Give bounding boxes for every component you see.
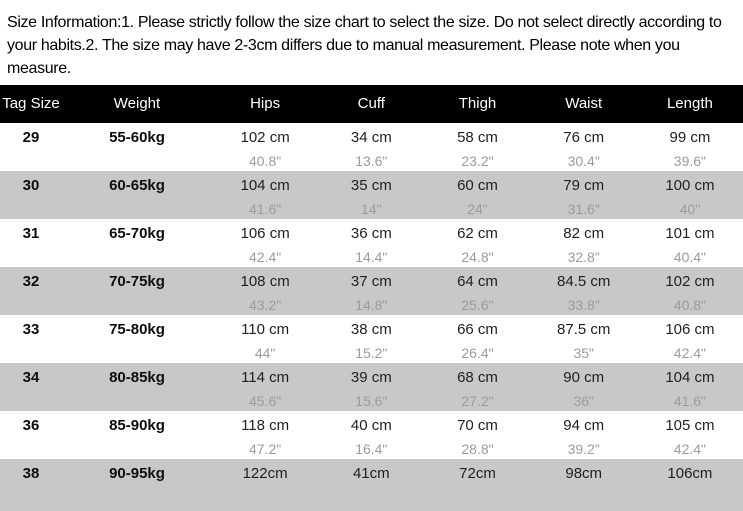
thigh-value (424, 459, 530, 511)
hips-inch-value (212, 486, 318, 489)
length-value (637, 219, 743, 267)
length-value (637, 267, 743, 315)
length-inch-value: 39.6" (673, 153, 707, 169)
waist-cm-value: 90 cm (563, 369, 605, 386)
thigh-inch-value: 26.4" (461, 345, 494, 361)
table-row (0, 171, 743, 219)
waist-value (531, 459, 637, 511)
table-row (0, 315, 743, 363)
hips-cm-value: 106 cm (240, 225, 290, 242)
length-inch-value (637, 486, 743, 489)
waist-value (531, 123, 637, 171)
hips-inch-value: 40.8" (248, 153, 282, 169)
hips-cm-value: 114 cm (241, 369, 290, 386)
thigh-inch-value: 27.2" (461, 393, 494, 409)
column-header-tag-size: Tag Size (2, 95, 60, 112)
table-header-row (0, 85, 743, 123)
length-value (637, 363, 743, 411)
weight-value: 65-70kg (109, 225, 165, 242)
tag-size-value: 30 (22, 177, 40, 194)
hips-inch-value: 44" (254, 345, 276, 361)
tag-size-value: 33 (22, 321, 40, 338)
size-chart-table (0, 85, 743, 511)
thigh-cm-value: 64 cm (457, 273, 498, 290)
cuff-inch-value: 13.6" (355, 153, 388, 169)
column-header-length: Length (666, 95, 713, 112)
thigh-cm-value: 72cm (459, 465, 496, 482)
thigh-cm-value: 70 cm (457, 417, 498, 434)
cuff-value (318, 219, 424, 267)
hips-value (212, 459, 318, 511)
waist-cm-value: 94 cm (563, 417, 605, 434)
waist-value (531, 411, 637, 459)
thigh-value (424, 123, 530, 171)
table-row (0, 363, 743, 411)
thigh-inch-value: 24.8" (461, 249, 494, 265)
length-cm-value: 106 cm (665, 321, 715, 338)
weight-value: 85-90kg (109, 417, 165, 434)
length-cm-value: 105 cm (665, 417, 715, 434)
hips-inch-value: 42.4" (248, 249, 282, 265)
hips-cm-value: 122cm (242, 465, 288, 482)
hips-value (212, 363, 318, 411)
hips-value (212, 123, 318, 171)
length-value (637, 123, 743, 171)
table-row (0, 459, 743, 511)
cuff-cm-value: 36 cm (350, 225, 392, 242)
column-header-waist: Waist (565, 95, 603, 112)
hips-value (212, 219, 318, 267)
thigh-cm-value: 58 cm (457, 129, 498, 146)
weight-value: 80-85kg (109, 369, 165, 386)
waist-value (531, 267, 637, 315)
cuff-inch-value: 14" (361, 201, 382, 217)
cuff-cm-value: 35 cm (350, 177, 392, 194)
column-header-cuff: Cuff (357, 95, 385, 112)
waist-value (531, 363, 637, 411)
hips-value (212, 411, 318, 459)
length-cm-value: 100 cm (665, 177, 715, 194)
hips-inch-value: 41.6" (248, 201, 282, 217)
tag-size-value: 29 (22, 129, 40, 146)
thigh-cm-value: 60 cm (457, 177, 498, 194)
cuff-inch-value: 16.4" (355, 441, 388, 457)
thigh-inch-value: 25.6" (461, 297, 494, 313)
waist-value (531, 219, 637, 267)
waist-inch-value (531, 486, 637, 489)
column-header-hips: Hips (250, 95, 281, 112)
cuff-value (318, 363, 424, 411)
thigh-value (424, 219, 530, 267)
cuff-cm-value: 38 cm (350, 321, 392, 338)
hips-cm-value: 108 cm (240, 273, 290, 290)
hips-cm-value: 102 cm (240, 129, 290, 146)
hips-value (212, 267, 318, 315)
thigh-inch-value: 28.8" (461, 441, 494, 457)
thigh-inch-value: 23.2" (461, 153, 494, 169)
column-header-thigh: Thigh (458, 95, 497, 112)
waist-inch-value: 36" (573, 393, 594, 409)
cuff-value (318, 267, 424, 315)
length-cm-value: 101 cm (665, 225, 715, 242)
table-row (0, 123, 743, 171)
cuff-value (318, 315, 424, 363)
thigh-inch-value (424, 486, 530, 489)
hips-cm-value: 110 cm (241, 321, 290, 338)
hips-value (212, 315, 318, 363)
length-value (637, 315, 743, 363)
waist-cm-value: 82 cm (563, 225, 605, 242)
cuff-value (318, 459, 424, 511)
weight-value: 60-65kg (109, 177, 165, 194)
hips-inch-value: 43.2" (248, 297, 282, 313)
table-row (0, 267, 743, 315)
length-cm-value: 102 cm (665, 273, 715, 290)
cuff-cm-value: 34 cm (350, 129, 392, 146)
weight-value: 90-95kg (109, 465, 165, 482)
hips-inch-value: 47.2" (248, 441, 282, 457)
length-value (637, 171, 743, 219)
tag-size-value: 32 (22, 273, 40, 290)
cuff-inch-value: 15.2" (355, 345, 388, 361)
length-inch-value: 40.4" (673, 249, 707, 265)
thigh-value (424, 315, 530, 363)
table-row (0, 411, 743, 459)
length-cm-value: 104 cm (665, 369, 715, 386)
hips-inch-value: 45.6" (248, 393, 282, 409)
thigh-cm-value: 62 cm (457, 225, 498, 242)
tag-size-value: 31 (22, 225, 40, 242)
thigh-value (424, 171, 530, 219)
table-body (0, 123, 743, 511)
waist-inch-value: 39.2" (567, 441, 600, 457)
length-inch-value: 41.6" (673, 393, 707, 409)
waist-value (531, 171, 637, 219)
length-value (637, 411, 743, 459)
length-inch-value: 40.8" (673, 297, 707, 313)
cuff-inch-value: 14.8" (355, 297, 388, 313)
thigh-value (424, 363, 530, 411)
weight-value: 55-60kg (109, 129, 165, 146)
length-cm-value: 99 cm (669, 129, 711, 146)
cuff-inch-value: 14.4" (355, 249, 388, 265)
thigh-value (424, 267, 530, 315)
waist-cm-value: 76 cm (563, 129, 605, 146)
tag-size-value: 34 (22, 369, 40, 386)
waist-inch-value: 30.4" (567, 153, 600, 169)
length-inch-value: 42.4" (673, 345, 707, 361)
waist-inch-value: 32.8" (567, 249, 600, 265)
length-value (637, 459, 743, 511)
cuff-inch-value: 15.6" (355, 393, 388, 409)
thigh-value (424, 411, 530, 459)
tag-size-value: 36 (22, 417, 40, 434)
thigh-cm-value: 66 cm (457, 321, 498, 338)
length-cm-value: 106cm (667, 465, 713, 482)
length-inch-value: 42.4" (673, 441, 707, 457)
column-header-weight: Weight (113, 95, 161, 112)
waist-cm-value: 84.5 cm (557, 273, 611, 290)
weight-value: 75-80kg (109, 321, 165, 338)
cuff-value (318, 123, 424, 171)
waist-cm-value: 79 cm (563, 177, 605, 194)
cuff-inch-value (318, 486, 424, 489)
thigh-cm-value: 68 cm (457, 369, 498, 386)
waist-inch-value: 33.8" (567, 297, 600, 313)
hips-cm-value: 118 cm (241, 417, 290, 434)
waist-cm-value: 87.5 cm (557, 321, 611, 338)
hips-cm-value: 104 cm (240, 177, 290, 194)
cuff-cm-value: 37 cm (350, 273, 392, 290)
thigh-inch-value: 24" (467, 201, 488, 217)
cuff-cm-value: 40 cm (350, 417, 392, 434)
weight-value: 70-75kg (109, 273, 165, 290)
size-information-note: Size Information:1. Please strictly follow the size chart to select the size. Do not select directly according to your habits.2. The size may have 2-3cm differs due to manual measurement. Please note when you measure. (7, 14, 722, 77)
length-inch-value: 40" (679, 201, 701, 217)
waist-cm-value: 98cm (565, 465, 603, 482)
waist-inch-value: 31.6" (567, 201, 600, 217)
table-row (0, 219, 743, 267)
hips-value (212, 171, 318, 219)
waist-inch-value: 35" (573, 345, 594, 361)
cuff-cm-value: 39 cm (350, 369, 392, 386)
cuff-value (318, 411, 424, 459)
cuff-cm-value: 41cm (352, 465, 390, 482)
tag-size-value: 38 (22, 465, 40, 482)
waist-value (531, 315, 637, 363)
cuff-value (318, 171, 424, 219)
